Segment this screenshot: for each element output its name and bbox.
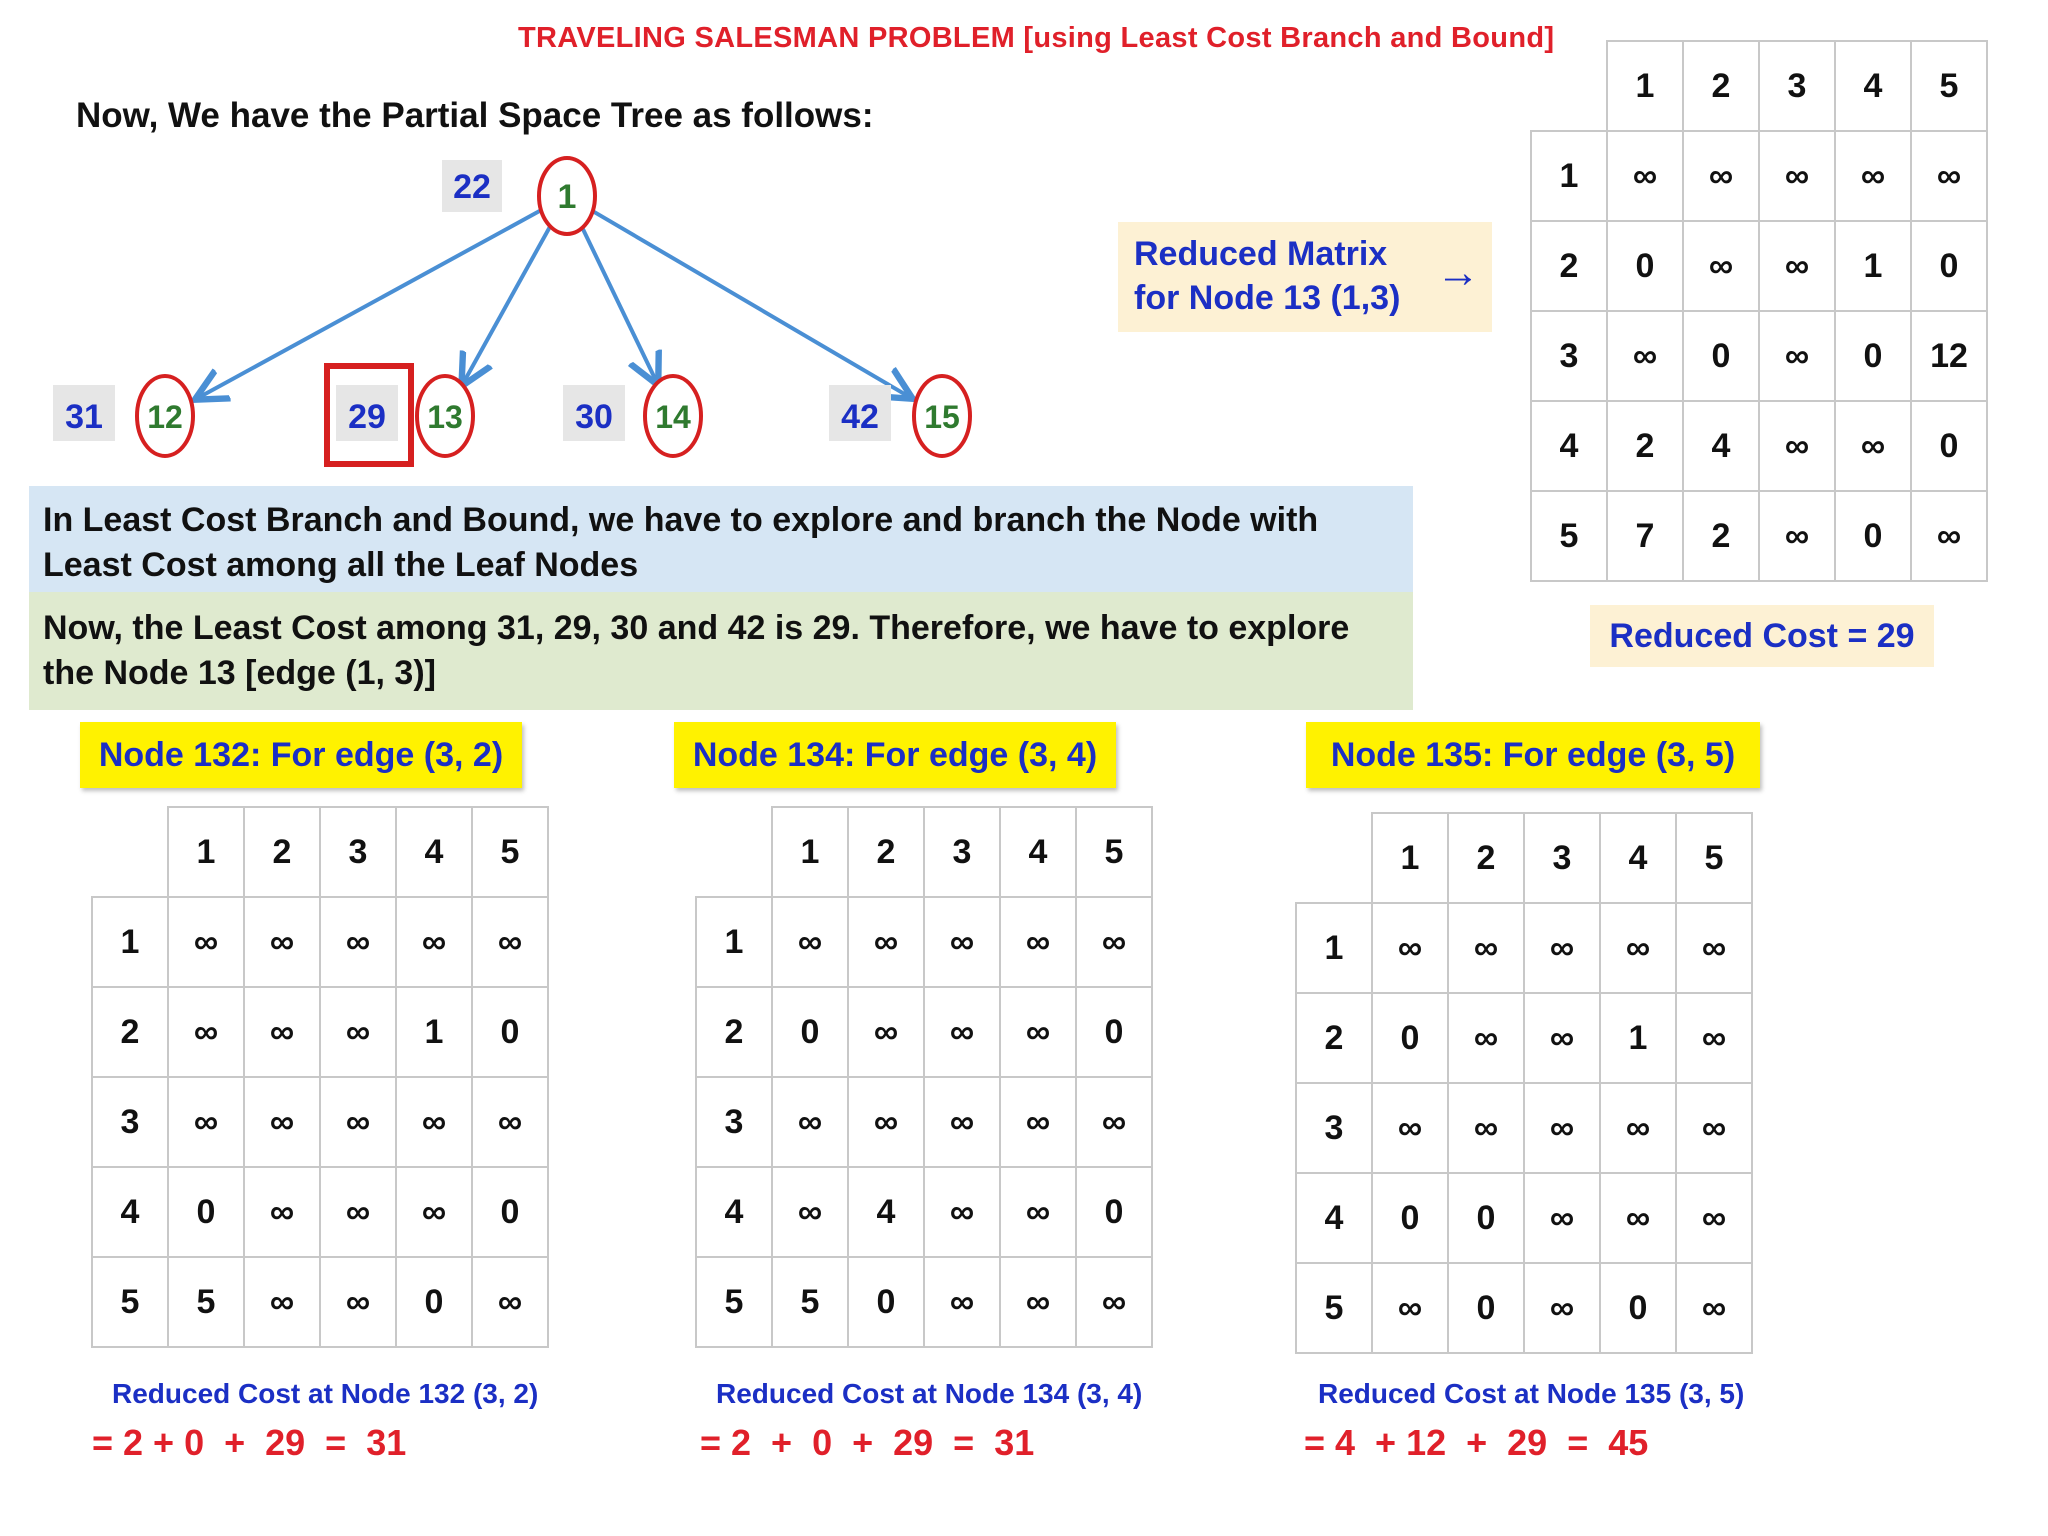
matrix-cell: ∞ (772, 897, 848, 987)
matrix-cell: ∞ (1759, 401, 1835, 491)
matrix-column-header: 2 (1683, 41, 1759, 131)
matrix-corner (92, 807, 168, 897)
matrix-cell: ∞ (1524, 1263, 1600, 1353)
matrix-cell: ∞ (1372, 1263, 1448, 1353)
tree-edge (593, 211, 913, 399)
matrix-cell: ∞ (1372, 903, 1448, 993)
matrix-cell: ∞ (396, 1077, 472, 1167)
matrix-cell: ∞ (1524, 993, 1600, 1083)
matrix-column-header: 5 (1676, 813, 1752, 903)
matrix-node-135 (1295, 812, 1753, 1354)
matrix-cell: ∞ (472, 1077, 548, 1167)
matrix-cell: 0 (168, 1167, 244, 1257)
matrix-cell: ∞ (244, 1167, 320, 1257)
matrix-row (1531, 221, 1987, 311)
matrix-cell: ∞ (1000, 897, 1076, 987)
matrix-column-header: 4 (1000, 807, 1076, 897)
matrix-row-header: 5 (696, 1257, 772, 1347)
arrow-right-icon: → (1436, 248, 1480, 297)
matrix-cell: 0 (1683, 311, 1759, 401)
matrix-cell: ∞ (1600, 903, 1676, 993)
matrix-cell: ∞ (244, 897, 320, 987)
matrix-cell: ∞ (1076, 1257, 1152, 1347)
matrix-row-header: 3 (1296, 1083, 1372, 1173)
matrix-cell: 2 (1607, 401, 1683, 491)
matrix-cell: 7 (1607, 491, 1683, 581)
matrix-column-header: 3 (320, 807, 396, 897)
reduced-cost-node-13: Reduced Cost = 29 (1590, 605, 1934, 667)
matrix-cell: ∞ (396, 897, 472, 987)
matrix-cell: ∞ (924, 1167, 1000, 1257)
node-132-cost-formula: = 2 + 0 + 29 = 31 (92, 1422, 407, 1463)
matrix-column-header: 2 (848, 807, 924, 897)
matrix-cell: ∞ (320, 987, 396, 1077)
matrix-column-header: 5 (472, 807, 548, 897)
least-cost-explanation (29, 486, 1413, 592)
matrix-cell: ∞ (924, 1257, 1000, 1347)
matrix-row (1296, 993, 1752, 1083)
matrix-column-header: 1 (772, 807, 848, 897)
node-134-cost-label: Reduced Cost at Node 134 (3, 4) (716, 1378, 1143, 1409)
matrix-row (92, 897, 548, 987)
matrix-cell: 0 (1372, 1173, 1448, 1263)
matrix-cell: 0 (1600, 1263, 1676, 1353)
matrix-cell: ∞ (1000, 1077, 1076, 1167)
matrix-cell: ∞ (320, 1167, 396, 1257)
matrix-cell: 5 (168, 1257, 244, 1347)
matrix-cell: ∞ (320, 897, 396, 987)
matrix-cell: 0 (472, 987, 548, 1077)
matrix-row (92, 1257, 548, 1347)
matrix-row-header: 4 (92, 1167, 168, 1257)
matrix-row-header: 5 (1296, 1263, 1372, 1353)
matrix-cell: ∞ (244, 1257, 320, 1347)
matrix-column-header: 2 (1448, 813, 1524, 903)
least-cost-conclusion (29, 592, 1413, 710)
matrix-row-header: 1 (1296, 903, 1372, 993)
matrix-cell: ∞ (1448, 903, 1524, 993)
matrix-cell: 1 (1600, 993, 1676, 1083)
matrix-row-header: 1 (696, 897, 772, 987)
node-135-heading: Node 135: For edge (3, 5) (1306, 722, 1760, 788)
matrix-cell: 0 (1607, 221, 1683, 311)
node-135-cost-formula: = 4 + 12 + 29 = 45 (1304, 1422, 1649, 1463)
matrix-cell: ∞ (472, 1257, 548, 1347)
matrix-column-header: 1 (168, 807, 244, 897)
matrix-row-header: 2 (92, 987, 168, 1077)
matrix-cell: ∞ (1759, 311, 1835, 401)
matrix-cell: ∞ (1911, 131, 1987, 221)
matrix-row (92, 1167, 548, 1257)
matrix-row-header: 1 (1531, 131, 1607, 221)
child-cost-label: 30 (575, 398, 613, 436)
conclusion-line-1: Now, the Least Cost among 31, 29, 30 and 42 is 29. Therefore, we have to explore (43, 609, 1350, 647)
child-node-label: 12 (147, 399, 183, 435)
reduced-matrix-label-line-2: for Node 13 (1,3) (1134, 279, 1401, 317)
matrix-column-header: 1 (1607, 41, 1683, 131)
matrix-cell: ∞ (244, 987, 320, 1077)
matrix-row (92, 1077, 548, 1167)
matrix-cell: 1 (396, 987, 472, 1077)
matrix-cell: ∞ (320, 1077, 396, 1167)
matrix-cell: ∞ (1600, 1173, 1676, 1263)
matrix-cell: ∞ (1000, 987, 1076, 1077)
matrix-cell: 12 (1911, 311, 1987, 401)
matrix-row-header: 3 (696, 1077, 772, 1167)
matrix-row (1531, 131, 1987, 221)
matrix-cell: 0 (1911, 221, 1987, 311)
matrix-cell: ∞ (924, 987, 1000, 1077)
matrix-column-header: 3 (1524, 813, 1600, 903)
matrix-cell: ∞ (772, 1167, 848, 1257)
matrix-cell: 0 (1911, 401, 1987, 491)
node-134-heading: Node 134: For edge (3, 4) (674, 722, 1116, 788)
matrix-cell: 0 (1448, 1173, 1524, 1263)
matrix-row-header: 1 (92, 897, 168, 987)
matrix-cell: 0 (1372, 993, 1448, 1083)
matrix-cell: ∞ (1759, 491, 1835, 581)
matrix-cell: ∞ (1076, 897, 1152, 987)
matrix-cell: ∞ (1835, 131, 1911, 221)
matrix-cell: ∞ (1600, 1083, 1676, 1173)
matrix-row (1531, 491, 1987, 581)
matrix-row (696, 897, 1152, 987)
root-cost-label: 22 (453, 168, 491, 206)
matrix-row-header: 2 (1531, 221, 1607, 311)
root-node-label: 1 (557, 178, 577, 216)
matrix-cell: ∞ (848, 1077, 924, 1167)
matrix-cell: 0 (1835, 491, 1911, 581)
matrix-cell: 0 (848, 1257, 924, 1347)
matrix-cell: 0 (472, 1167, 548, 1257)
matrix-column-header: 4 (396, 807, 472, 897)
matrix-row-header: 2 (696, 987, 772, 1077)
tree-edge (195, 210, 541, 399)
node-132-cost-label: Reduced Cost at Node 132 (3, 2) (112, 1378, 539, 1409)
reduced-matrix-label-line-1: Reduced Matrix (1134, 235, 1388, 273)
child-cost-label: 42 (841, 398, 879, 436)
matrix-cell: 4 (1683, 401, 1759, 491)
matrix-column-header: 3 (1759, 41, 1835, 131)
matrix-column-header: 4 (1835, 41, 1911, 131)
matrix-column-header: 5 (1076, 807, 1152, 897)
matrix-cell: 0 (772, 987, 848, 1077)
matrix-cell: ∞ (1676, 1263, 1752, 1353)
matrix-column-header: 4 (1600, 813, 1676, 903)
matrix-cell: 0 (1076, 1167, 1152, 1257)
matrix-cell: 5 (772, 1257, 848, 1347)
matrix-row (696, 987, 1152, 1077)
matrix-cell: ∞ (1448, 993, 1524, 1083)
matrix-cell: ∞ (1448, 1083, 1524, 1173)
matrix-node-132 (91, 806, 549, 1348)
matrix-cell: 0 (396, 1257, 472, 1347)
node-132-heading: Node 132: For edge (3, 2) (80, 722, 522, 788)
conclusion-line-2: the Node 13 [edge (1, 3)] (43, 654, 436, 692)
matrix-cell: ∞ (472, 897, 548, 987)
matrix-row (1531, 401, 1987, 491)
node-134-cost-formula: = 2 + 0 + 29 = 31 (700, 1422, 1035, 1463)
matrix-row-header: 4 (1531, 401, 1607, 491)
reduced-matrix-node-13 (1530, 40, 1988, 582)
matrix-column-header: 3 (924, 807, 1000, 897)
matrix-row (696, 1167, 1152, 1257)
matrix-cell: 1 (1835, 221, 1911, 311)
matrix-cell: ∞ (848, 987, 924, 1077)
matrix-cell: ∞ (1607, 131, 1683, 221)
matrix-row (1296, 1173, 1752, 1263)
matrix-cell: ∞ (924, 897, 1000, 987)
matrix-row (92, 987, 548, 1077)
matrix-row (696, 1257, 1152, 1347)
matrix-cell: ∞ (168, 897, 244, 987)
matrix-row-header: 5 (1531, 491, 1607, 581)
matrix-cell: ∞ (168, 987, 244, 1077)
matrix-cell: ∞ (1676, 1083, 1752, 1173)
matrix-cell: ∞ (320, 1257, 396, 1347)
child-cost-label: 29 (348, 398, 386, 436)
matrix-row-header: 2 (1296, 993, 1372, 1083)
child-cost-label: 31 (65, 398, 103, 436)
matrix-cell: 0 (1835, 311, 1911, 401)
matrix-row-header: 3 (1531, 311, 1607, 401)
tree-intro-text: Now, We have the Partial Space Tree as follows: (76, 96, 874, 135)
matrix-cell: ∞ (924, 1077, 1000, 1167)
matrix-cell: ∞ (772, 1077, 848, 1167)
matrix-cell: 0 (1076, 987, 1152, 1077)
page-title: TRAVELING SALESMAN PROBLEM [using Least Cost Branch and Bound] (518, 22, 1555, 54)
matrix-row (1531, 311, 1987, 401)
matrix-cell: ∞ (848, 897, 924, 987)
matrix-cell: ∞ (1683, 131, 1759, 221)
matrix-cell: ∞ (396, 1167, 472, 1257)
matrix-cell: ∞ (1524, 1173, 1600, 1263)
matrix-cell: ∞ (1683, 221, 1759, 311)
matrix-cell: ∞ (1676, 1173, 1752, 1263)
child-node-label: 15 (924, 399, 960, 435)
explanation-line-2: Least Cost among all the Leaf Nodes (43, 546, 639, 584)
matrix-row (1296, 1263, 1752, 1353)
matrix-cell: ∞ (1759, 221, 1835, 311)
matrix-cell: ∞ (1911, 491, 1987, 581)
tree-edge (580, 223, 658, 385)
node-135-cost-label: Reduced Cost at Node 135 (3, 5) (1318, 1378, 1745, 1409)
matrix-row (1296, 903, 1752, 993)
matrix-cell: 0 (1448, 1263, 1524, 1353)
child-node-label: 13 (427, 399, 463, 435)
matrix-cell: 2 (1683, 491, 1759, 581)
matrix-node-134 (695, 806, 1153, 1348)
matrix-row (696, 1077, 1152, 1167)
matrix-row-header: 5 (92, 1257, 168, 1347)
matrix-column-header: 1 (1372, 813, 1448, 903)
matrix-corner (696, 807, 772, 897)
matrix-row-header: 3 (92, 1077, 168, 1167)
matrix-cell: ∞ (1000, 1167, 1076, 1257)
matrix-cell: ∞ (168, 1077, 244, 1167)
explanation-line-1: In Least Cost Branch and Bound, we have to explore and branch the Node with (43, 501, 1319, 539)
matrix-cell: ∞ (1076, 1077, 1152, 1167)
matrix-cell: ∞ (1607, 311, 1683, 401)
matrix-corner (1531, 41, 1607, 131)
matrix-row-header: 4 (696, 1167, 772, 1257)
matrix-cell: ∞ (1676, 903, 1752, 993)
child-node-label: 14 (655, 399, 691, 435)
matrix-row (1296, 1083, 1752, 1173)
matrix-corner (1296, 813, 1372, 903)
matrix-cell: ∞ (1524, 903, 1600, 993)
matrix-row-header: 4 (1296, 1173, 1372, 1263)
matrix-cell: ∞ (1676, 993, 1752, 1083)
matrix-cell: ∞ (1372, 1083, 1448, 1173)
matrix-column-header: 2 (244, 807, 320, 897)
matrix-cell: 4 (848, 1167, 924, 1257)
matrix-cell: ∞ (244, 1077, 320, 1167)
matrix-cell: ∞ (1524, 1083, 1600, 1173)
matrix-cell: ∞ (1759, 131, 1835, 221)
matrix-cell: ∞ (1835, 401, 1911, 491)
matrix-column-header: 5 (1911, 41, 1987, 131)
matrix-cell: ∞ (1000, 1257, 1076, 1347)
